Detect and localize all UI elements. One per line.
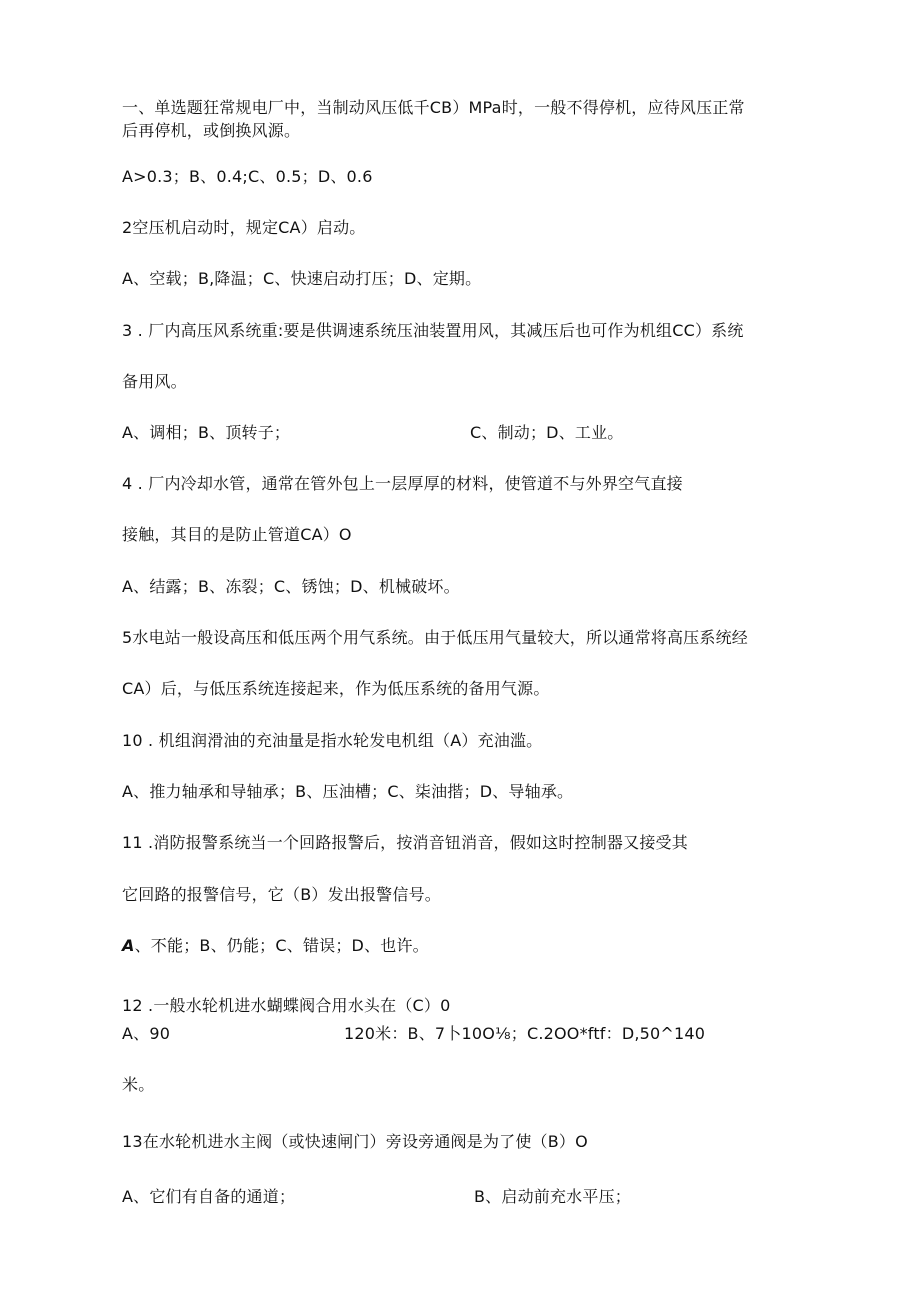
question-3-line-2: 备用风。 [122,372,187,391]
question-4-line-2: 接触，其目的是防止管道CA）O [122,525,352,544]
question-12-unit: 米。 [122,1075,155,1094]
question-13-options [122,1187,631,1207]
question-2-text: 2空压机启动时，规定CA）启动。 [122,218,366,237]
question-13-options-part-a: A、它们有自备的通道； [122,1187,296,1206]
question-11-line-2: 它回路的报警信号，它（B）发出报警信号。 [122,885,441,904]
question-11-line-1: 11 .消防报警系统当一个回路报警后，按消音钮消音，假如这时控制器又接受其 [122,833,688,852]
question-4-options: A、结露；B、冻裂；C、锈蚀；D、机械破坏。 [122,577,460,596]
question-3-line-1: 3 . 厂内高压风系统重:要是供调速系统压油装置用风，其减压后也可作为机组CC）系统 [122,321,744,340]
question-11-options [122,936,429,956]
question-12-options-part-a: A、90 [122,1024,171,1043]
question-2-options: A、空载；B,降温；C、快速启动打压；D、定期。 [122,269,482,288]
question-12-options-part-b: 120米：B、7卜10O⅛；C.2OO*ftf：D,50^140 [344,1024,706,1043]
question-3-options-part-b: C、制动；D、工业。 [470,423,624,442]
question-1-options: A>0.3；B、0.4;C、0.5；D、0.6 [122,167,373,186]
question-4-line-1: 4 . 厂内冷却水管，通常在管外包上一层厚厚的材料，使管道不与外界空气直接 [122,474,683,493]
question-11-options-letter: A [122,936,135,955]
question-3-options [122,423,624,443]
question-12-text: 12 .一般水轮机进水蝴蝶阀合用水头在（C）0 [122,996,451,1015]
question-13-options-part-b: B、启动前充水平压； [474,1187,631,1206]
question-11-options-rest: 、不能；B、仍能；C、错误；D、也许。 [134,936,429,955]
question-5-line-2: CA）后，与低压系统连接起来，作为低压系统的备用气源。 [122,679,550,698]
question-10-options: A、推力轴承和导轴承；B、压油槽；C、柒油揩；D、导轴承。 [122,782,574,801]
question-1-line-2: 后再停机，或倒换风源。 [122,121,301,140]
question-1-line-1: 一、单选题狂常规电厂中，当制动风压低千CB）MPa时，一般不得停机，应待风压正常 [122,98,745,117]
question-13-text: 13在水轮机进水主阀（或快速闸门）旁设旁通阀是为了使（B）O [122,1132,588,1151]
question-3-options-part-a: A、调相；B、顶转子； [122,423,291,442]
question-10-text: 10 . 机组润滑油的充油量是指水轮发电机组（A）充油滥。 [122,731,543,750]
question-12-options [122,1024,706,1044]
question-5-line-1: 5水电站一般设高压和低压两个用气系统。由于低压用气量较大，所以通常将高压系统经 [122,628,748,647]
